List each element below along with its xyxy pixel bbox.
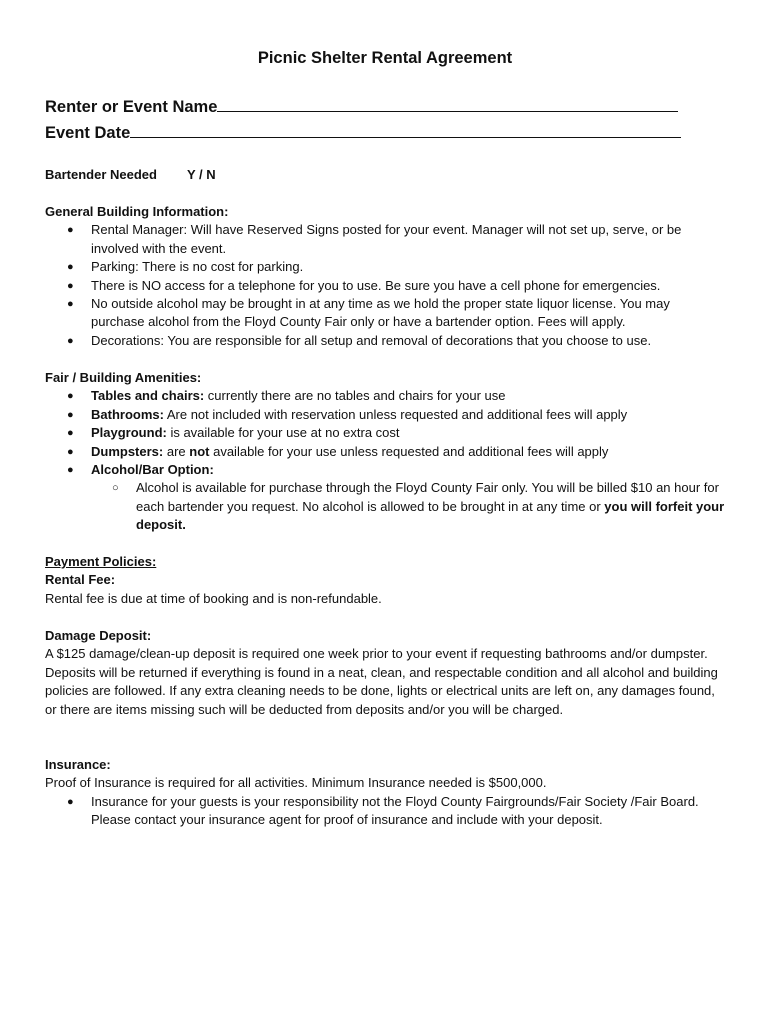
renter-name-label: Renter or Event Name xyxy=(45,98,218,116)
tables-text: currently there are no tables and chairs for your use xyxy=(204,388,506,404)
list-item: ● Rental Manager: Will have Reserved Signs posted for your event. Manager will not set up, serve, or be involved with the event. xyxy=(45,221,725,258)
payment-section xyxy=(45,553,725,608)
event-date-label: Event Date xyxy=(45,124,131,142)
damage-deposit-section xyxy=(45,627,725,719)
damage-deposit-text: A $125 damage/clean-up deposit is required one week prior to your event if requesting bathrooms and/or dumpster. Deposits will be returned if everything is found in a neat, clean, and respectable condition and all alcohol and building policies are followed. If any extra cleaning needs to be done, lights or electrical units are left on, any damages found, or there are items missing such will be deducted from deposits and/or you will be charged. xyxy=(45,646,718,717)
insurance-text: Proof of Insurance is required for all activities. Minimum Insurance needed is $500,000. xyxy=(45,775,547,791)
tables-label: Tables and chairs: xyxy=(91,388,205,404)
amenities-section xyxy=(45,369,725,535)
playground-label: Playground: xyxy=(91,425,167,441)
amenities-list xyxy=(45,387,725,479)
bartender-yes-no[interactable]: Y / N xyxy=(187,167,216,182)
event-date-blank-line[interactable] xyxy=(130,125,681,138)
bathrooms-text: Are not included with reservation unless requested and additional fees will apply xyxy=(163,406,628,422)
list-item xyxy=(45,406,725,424)
list-item xyxy=(45,424,725,442)
alcohol-sub-text: Alcohol is available for purchase through the Floyd County Fair only. You will be billed $10 an hour for each bartender you request. No alcohol is allowed to be brought in at any time or xyxy=(136,480,719,514)
bathrooms-label: Bathrooms: xyxy=(91,406,164,422)
dumpsters-text-pre: are xyxy=(163,443,190,459)
list-item xyxy=(45,479,725,534)
insurance-label: Insurance: xyxy=(45,757,111,772)
playground-text: is available for your use at no extra cost xyxy=(166,425,400,441)
general-info-heading: General Building Information: xyxy=(45,204,229,219)
insurance-section xyxy=(45,756,725,830)
list-item xyxy=(45,387,725,405)
list-item: ● No outside alcohol may be brought in at any time as we hold the proper state liquor license. You may purchase alcohol from the Floyd County Fair only or have a bartender option. Fees will apply. xyxy=(45,295,725,332)
general-info-list xyxy=(45,221,725,350)
renter-name-field[interactable] xyxy=(45,98,678,117)
renter-name-blank-line[interactable] xyxy=(217,99,678,112)
list-item: ● Decorations: You are responsible for all setup and removal of decorations that you choose to use. xyxy=(45,332,725,350)
rental-fee-label: Rental Fee: xyxy=(45,572,116,588)
insurance-list xyxy=(45,793,725,830)
bartender-label: Bartender Needed xyxy=(45,167,157,182)
dumpsters-text-post: available for your use unless requested and additional fees will apply xyxy=(209,443,609,459)
payment-heading: Payment Policies: xyxy=(45,554,157,569)
alcohol-sub-list xyxy=(45,479,725,534)
dumpsters-not: not xyxy=(189,443,210,459)
event-date-field[interactable] xyxy=(45,124,681,143)
general-info-section xyxy=(45,203,725,350)
list-item: ● Parking: There is no cost for parking. xyxy=(45,258,725,276)
rental-fee-text: Rental fee is due at time of booking and is non-refundable. xyxy=(45,590,382,606)
list-item: ● There is NO access for a telephone for you to use. Be sure you have a cell phone for emergencies. xyxy=(45,277,725,295)
list-item xyxy=(45,461,725,479)
list-item: ● Insurance for your guests is your responsibility not the Floyd County Fairgrounds/Fair Society /Fair Board. Please contact your insurance agent for proof of insurance and include with your deposit. xyxy=(45,793,725,830)
bartender-row xyxy=(45,167,216,182)
document-title: Picnic Shelter Rental Agreement xyxy=(257,49,513,67)
amenities-heading: Fair / Building Amenities: xyxy=(45,370,202,385)
damage-deposit-label: Damage Deposit: xyxy=(45,628,152,643)
alcohol-option-label: Alcohol/Bar Option: xyxy=(91,462,214,478)
list-item xyxy=(45,443,725,461)
dumpsters-label: Dumpsters: xyxy=(91,443,164,459)
alcohol-sub-bold: you will forfeit your deposit. xyxy=(136,498,725,533)
